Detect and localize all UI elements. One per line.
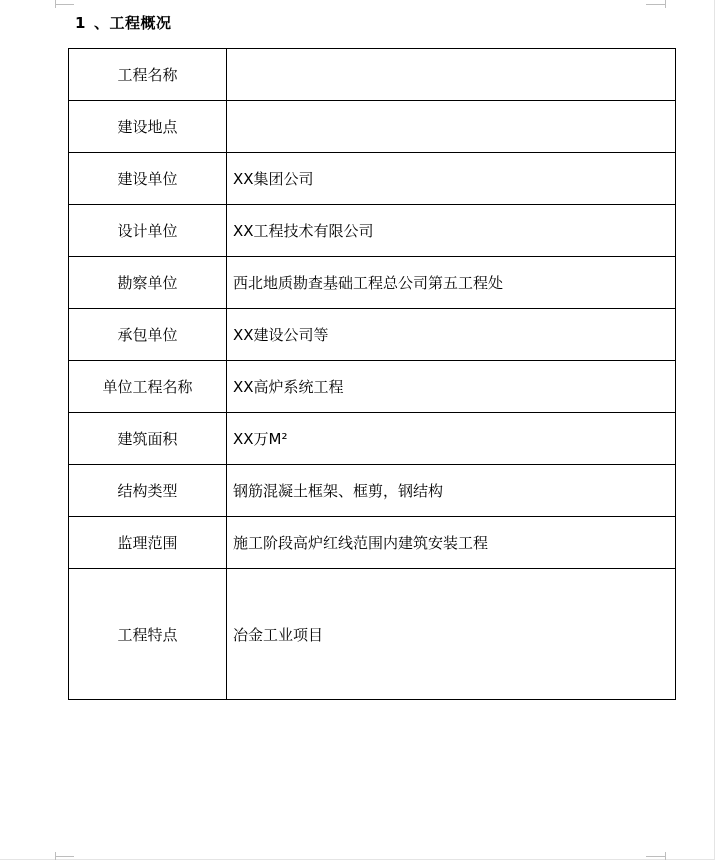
row-value xyxy=(227,101,676,153)
row-label: 工程名称 xyxy=(69,49,227,101)
row-label: 建筑面积 xyxy=(69,413,227,465)
row-label: 单位工程名称 xyxy=(69,361,227,413)
page-corner-mark xyxy=(665,0,666,8)
page-corner-mark xyxy=(55,852,56,860)
table-row xyxy=(69,153,676,205)
table-row xyxy=(69,205,676,257)
page-corner-mark xyxy=(665,852,666,860)
row-label: 承包单位 xyxy=(69,309,227,361)
row-label: 工程特点 xyxy=(69,569,227,700)
table-row xyxy=(69,257,676,309)
row-label: 建设地点 xyxy=(69,101,227,153)
table-row xyxy=(69,517,676,569)
row-value: XX工程技术有限公司 xyxy=(227,205,676,257)
table-row xyxy=(69,101,676,153)
row-value: XX集团公司 xyxy=(227,153,676,205)
table-row xyxy=(69,465,676,517)
table-row xyxy=(69,569,676,700)
section-number: 1 xyxy=(75,14,86,32)
section-heading xyxy=(75,12,171,33)
row-label: 结构类型 xyxy=(69,465,227,517)
page-corner-mark xyxy=(646,4,665,5)
row-label: 设计单位 xyxy=(69,205,227,257)
table-row xyxy=(69,49,676,101)
row-value: 钢筋混凝土框架、框剪，钢结构 xyxy=(227,465,676,517)
row-value: XX高炉系统工程 xyxy=(227,361,676,413)
page-corner-mark xyxy=(55,4,74,5)
section-title: 、工程概况 xyxy=(93,14,172,32)
row-value: 冶金工业项目 xyxy=(227,569,676,700)
row-label: 监理范围 xyxy=(69,517,227,569)
row-value: 施工阶段高炉红线范围内建筑安装工程 xyxy=(227,517,676,569)
table-row xyxy=(69,361,676,413)
row-label: 勘察单位 xyxy=(69,257,227,309)
row-label: 建设单位 xyxy=(69,153,227,205)
row-value: 西北地质勘查基础工程总公司第五工程处 xyxy=(227,257,676,309)
project-overview-table xyxy=(68,48,676,700)
row-value: XX建设公司等 xyxy=(227,309,676,361)
table-row xyxy=(69,309,676,361)
page-corner-mark xyxy=(646,856,665,857)
page-corner-mark xyxy=(55,856,74,857)
row-value: XX万M² xyxy=(227,413,676,465)
row-value xyxy=(227,49,676,101)
page-corner-mark xyxy=(55,0,56,8)
table-row xyxy=(69,413,676,465)
